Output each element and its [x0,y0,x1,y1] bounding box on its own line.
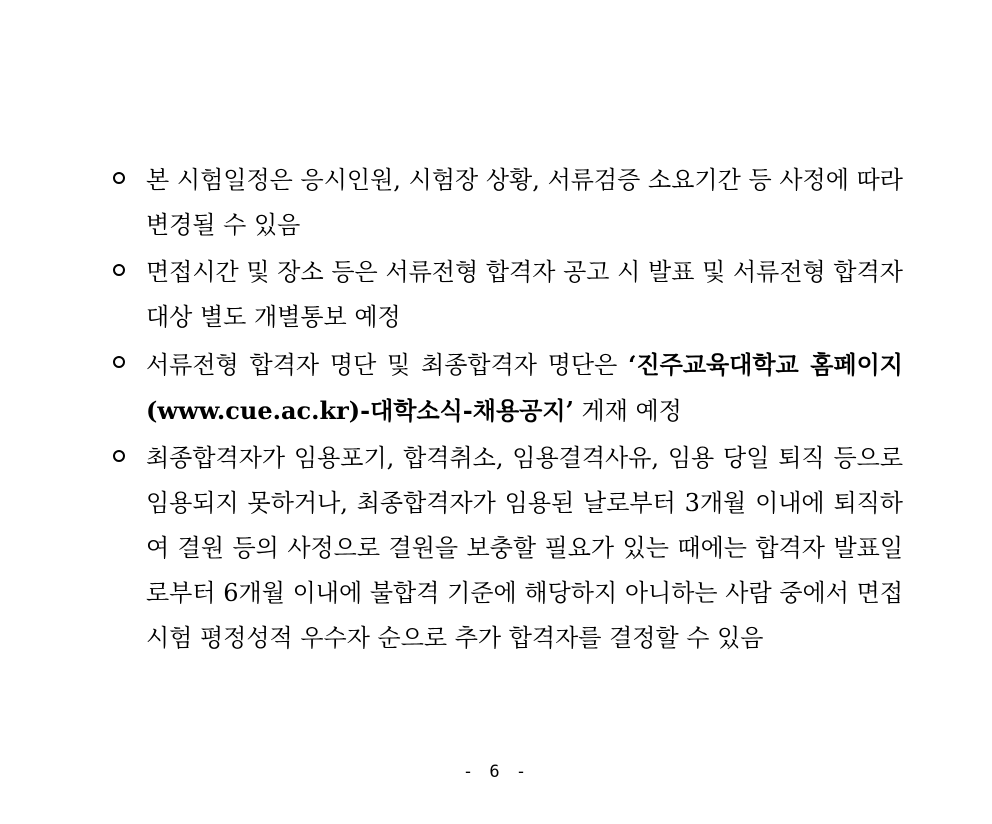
list-item-text: 면접시간 및 장소 등은 서류전형 합격자 공고 시 발표 및 서류전형 합격자 대상 별도 개별통보 예정 [146,258,903,331]
list-item-text: 본 시험일정은 응시인원, 시험장 상황, 서류검증 소요기간 등 사정에 따라 변경될 수 있음 [146,166,903,239]
circle-bullet-icon [113,356,125,368]
list-item [113,436,903,661]
circle-bullet-icon [113,450,125,462]
notice-list [113,158,903,661]
list-item-text: 최종합격자가 임용포기, 합격취소, 임용결격사유, 임용 당일 퇴직 등으로 임용되지 못하거나, 최종합격자가 임용된 날로부터 3개월 이내에 퇴직하여 결원 등의 사정으로 결원을 보충할 필요가 있는 때에는 합격자 발표일로부터 6개월 이내에 불합격 기준에 해당하지 아니하는 사람 중에서 면접시험 평정성적 우수자 순으로 추가 합격자를 결정할 수 있음 [146,444,903,652]
list-item-text: 서류전형 합격자 명단 및 최종합격자 명단은 [146,351,629,379]
list-item [113,158,903,248]
circle-bullet-icon [113,172,125,184]
page-number: - 6 - [462,762,530,782]
homepage-notice-path: ‘진주교육대학교 홈페이지 (www.cue.ac.kr)-대학소식-채용공지’ [146,350,903,425]
list-item [113,342,903,434]
circle-bullet-icon [113,264,125,276]
list-item-text-tail: 게재 예정 [573,397,682,425]
list-item [113,250,903,340]
